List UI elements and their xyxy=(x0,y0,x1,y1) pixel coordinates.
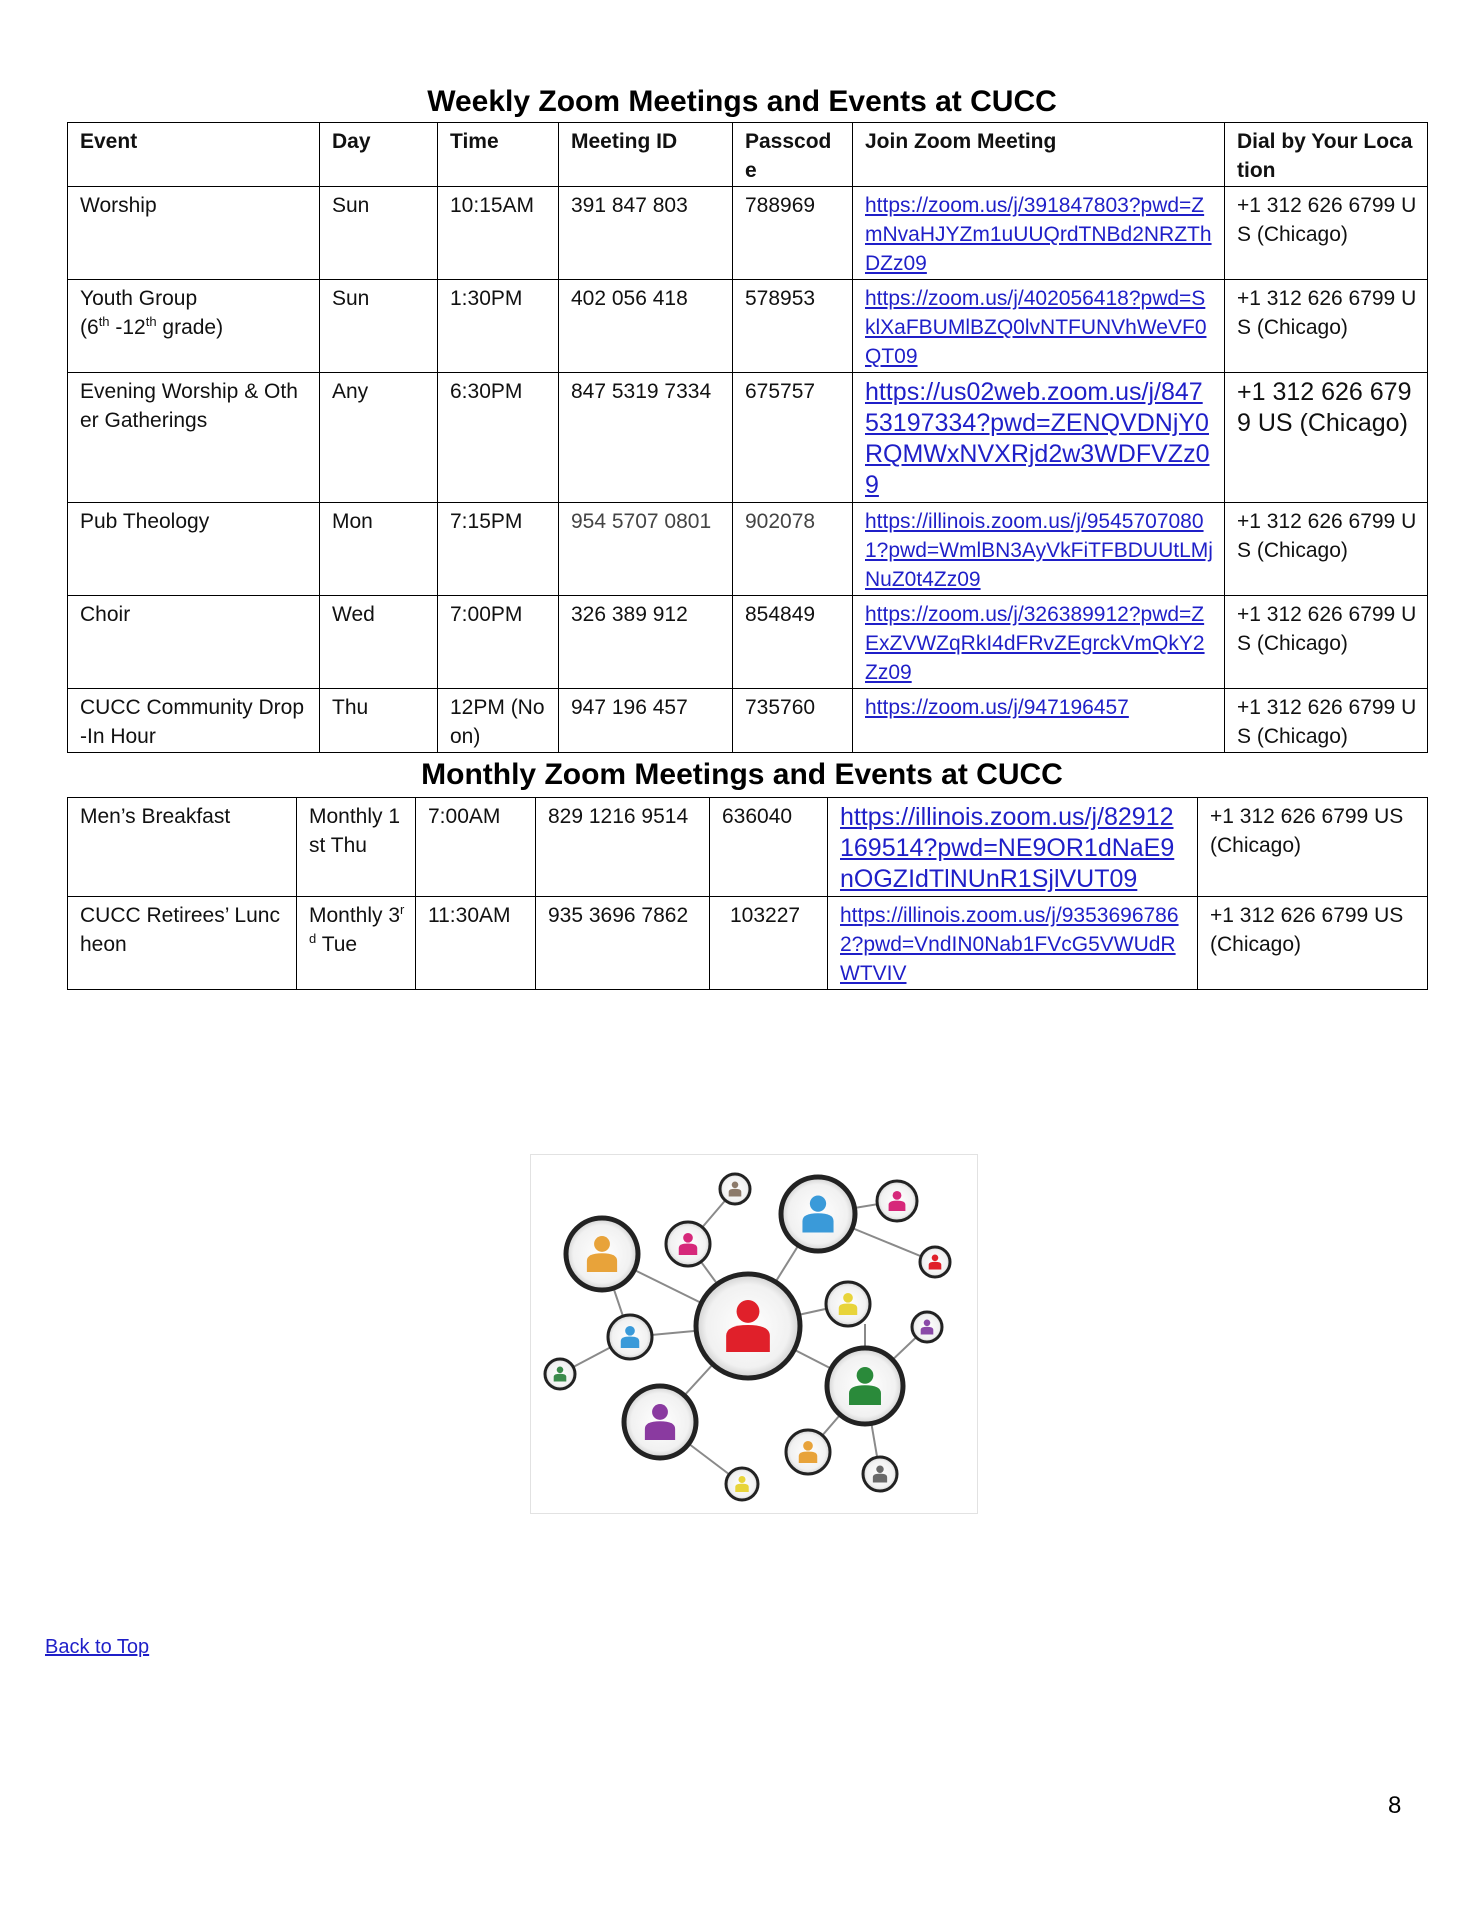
time-cell: 1:30PM xyxy=(438,280,559,373)
person-head xyxy=(738,1476,745,1483)
person-body xyxy=(873,1474,887,1483)
day-cell: Mon xyxy=(320,503,438,596)
event-cell: Choir xyxy=(68,596,320,689)
person-head xyxy=(932,1255,939,1262)
passcode-cell: 578953 xyxy=(733,280,853,373)
join-cell xyxy=(828,897,1198,990)
dial-cell: +1 312 626 6799 US (Chicago) xyxy=(1225,689,1428,753)
day-cell: Thu xyxy=(320,689,438,753)
event-cell: CUCC Community Drop-In Hour xyxy=(68,689,320,753)
person-head xyxy=(857,1367,874,1384)
day-cell: Monthly 3rd Tue xyxy=(297,897,416,990)
meeting-id-cell: 391 847 803 xyxy=(559,187,733,280)
passcode-cell: 675757 xyxy=(733,373,853,503)
person-body xyxy=(889,1201,906,1211)
weekly-header-row xyxy=(68,123,1428,187)
person-head xyxy=(625,1326,635,1336)
person-head xyxy=(876,1466,883,1473)
back-to-top-link[interactable]: Back to Top xyxy=(45,1636,150,1658)
table-row xyxy=(68,373,1428,503)
person-body xyxy=(587,1253,617,1272)
passcode-cell: 902078 xyxy=(733,503,853,596)
weekly-title: Weekly Zoom Meetings and Events at CUCC xyxy=(427,85,1057,118)
table-row xyxy=(68,187,1428,280)
header-dial: Dial by Your Location xyxy=(1225,123,1428,187)
person-body xyxy=(645,1421,675,1440)
person-body xyxy=(799,1452,817,1463)
header-day: Day xyxy=(320,123,438,187)
time-cell: 7:00AM xyxy=(416,798,536,897)
day-cell: Sun xyxy=(320,187,438,280)
person-head xyxy=(737,1300,760,1323)
passcode-cell: 735760 xyxy=(733,689,853,753)
join-cell xyxy=(853,503,1225,596)
table-row xyxy=(68,280,1428,373)
header-passcode: Passcode xyxy=(733,123,853,187)
monthly-table xyxy=(67,797,1428,990)
person-body xyxy=(849,1385,881,1405)
meeting-id-cell: 947 196 457 xyxy=(559,689,733,753)
event-cell xyxy=(68,280,320,373)
meeting-id-cell: 935 3696 7862 xyxy=(536,897,710,990)
passcode-cell: 788969 xyxy=(733,187,853,280)
join-cell xyxy=(853,689,1225,753)
person-body xyxy=(621,1337,639,1348)
event-name: Youth Group xyxy=(80,287,198,310)
weekly-table xyxy=(67,122,1428,753)
grade-range: (6th -12th grade) xyxy=(80,314,224,339)
zoom-link[interactable]: https://zoom.us/j/402056418?pwd=SklXaFBUMlBZQ0lvNTFUNVhWeVF0QT09 xyxy=(865,287,1207,368)
meeting-id-cell: 829 1216 9514 xyxy=(536,798,710,897)
person-body xyxy=(921,1327,934,1335)
event-cell: Worship xyxy=(68,187,320,280)
day-cell: Monthly 1st Thu xyxy=(297,798,416,897)
day-cell: Any xyxy=(320,373,438,503)
meeting-id-cell: 847 5319 7334 xyxy=(559,373,733,503)
event-cell: Pub Theology xyxy=(68,503,320,596)
dial-cell: +1 312 626 6799 US (Chicago) xyxy=(1225,187,1428,280)
time-cell: 7:15PM xyxy=(438,503,559,596)
dial-cell: +1 312 626 6799 US (Chicago) xyxy=(1225,373,1428,503)
person-head xyxy=(893,1191,902,1200)
dial-cell: +1 312 626 6799 US (Chicago) xyxy=(1225,596,1428,689)
zoom-link[interactable]: https://illinois.zoom.us/j/93536967862?pwd=VndIN0Nab1FVcG5VWUdRWTVIV xyxy=(840,904,1179,985)
person-head xyxy=(683,1233,693,1243)
time-cell: 10:15AM xyxy=(438,187,559,280)
monthly-title: Monthly Zoom Meetings and Events at CUCC xyxy=(421,758,1063,791)
person-body xyxy=(929,1262,942,1270)
join-cell xyxy=(853,187,1225,280)
event-cell: CUCC Retirees’ Luncheon xyxy=(68,897,297,990)
people-network-image xyxy=(530,1154,978,1514)
header-time: Time xyxy=(438,123,559,187)
person-head xyxy=(843,1293,853,1303)
table-row xyxy=(68,596,1428,689)
person-body xyxy=(726,1325,770,1352)
dial-cell: +1 312 626 6799 US (Chicago) xyxy=(1225,503,1428,596)
person-body xyxy=(802,1213,833,1232)
person-head xyxy=(803,1441,813,1451)
event-cell: Evening Worship & Other Gatherings xyxy=(68,373,320,503)
zoom-link[interactable]: https://zoom.us/j/326389912?pwd=ZExZVWZqRkI4dFRvZEgrckVmQkY2Zz09 xyxy=(865,603,1205,684)
passcode-cell: 636040 xyxy=(710,798,828,897)
zoom-link[interactable]: https://us02web.zoom.us/j/84753197334?pwd=ZENQVDNjY0RQMWxNVXRjd2w3WDFVZz09 xyxy=(865,378,1210,499)
zoom-link[interactable]: https://zoom.us/j/947196457 xyxy=(865,696,1129,719)
page-number: 8 xyxy=(1388,1792,1402,1819)
zoom-link[interactable]: https://zoom.us/j/391847803?pwd=ZmNvaHJYZm1uUUQrdTNBd2NRZThDZz09 xyxy=(865,194,1212,275)
person-head xyxy=(810,1196,826,1212)
time-cell: 7:00PM xyxy=(438,596,559,689)
person-head xyxy=(924,1320,931,1327)
table-row xyxy=(68,897,1428,990)
time-cell: 11:30AM xyxy=(416,897,536,990)
header-meeting-id: Meeting ID xyxy=(559,123,733,187)
meeting-id-cell: 326 389 912 xyxy=(559,596,733,689)
day-cell: Wed xyxy=(320,596,438,689)
header-join: Join Zoom Meeting xyxy=(853,123,1225,187)
person-body xyxy=(679,1244,697,1255)
person-body xyxy=(729,1189,742,1197)
header-event: Event xyxy=(68,123,320,187)
person-body xyxy=(554,1374,567,1382)
time-cell: 6:30PM xyxy=(438,373,559,503)
person-head xyxy=(557,1367,564,1374)
join-cell xyxy=(853,596,1225,689)
zoom-link[interactable]: https://illinois.zoom.us/j/95457070801?pwd=WmlBN3AyVkFiTFBDUUtLMjNuZ0t4Zz09 xyxy=(865,510,1213,591)
time-cell: 12PM (Noon) xyxy=(438,689,559,753)
dial-cell: +1 312 626 6799 US (Chicago) xyxy=(1225,280,1428,373)
person-head xyxy=(652,1404,668,1420)
event-cell: Men’s Breakfast xyxy=(68,798,297,897)
meeting-id-cell: 954 5707 0801 xyxy=(559,503,733,596)
join-cell xyxy=(828,798,1198,897)
meeting-id-cell: 402 056 418 xyxy=(559,280,733,373)
person-head xyxy=(732,1182,739,1189)
join-cell xyxy=(853,373,1225,503)
table-row xyxy=(68,798,1428,897)
person-body xyxy=(735,1484,748,1492)
join-cell xyxy=(853,280,1225,373)
zoom-link[interactable]: https://illinois.zoom.us/j/82912169514?pwd=NE9OR1dNaE9nOGZIdTlNUnR1SjlVUT09 xyxy=(840,803,1175,893)
table-row xyxy=(68,689,1428,753)
dial-cell: +1 312 626 6799 US (Chicago) xyxy=(1198,798,1428,897)
table-row xyxy=(68,503,1428,596)
dial-cell: +1 312 626 6799 US (Chicago) xyxy=(1198,897,1428,990)
person-head xyxy=(594,1236,610,1252)
person-body xyxy=(839,1304,857,1315)
day-cell: Sun xyxy=(320,280,438,373)
passcode-cell: 103227 xyxy=(710,897,828,990)
passcode-cell: 854849 xyxy=(733,596,853,689)
